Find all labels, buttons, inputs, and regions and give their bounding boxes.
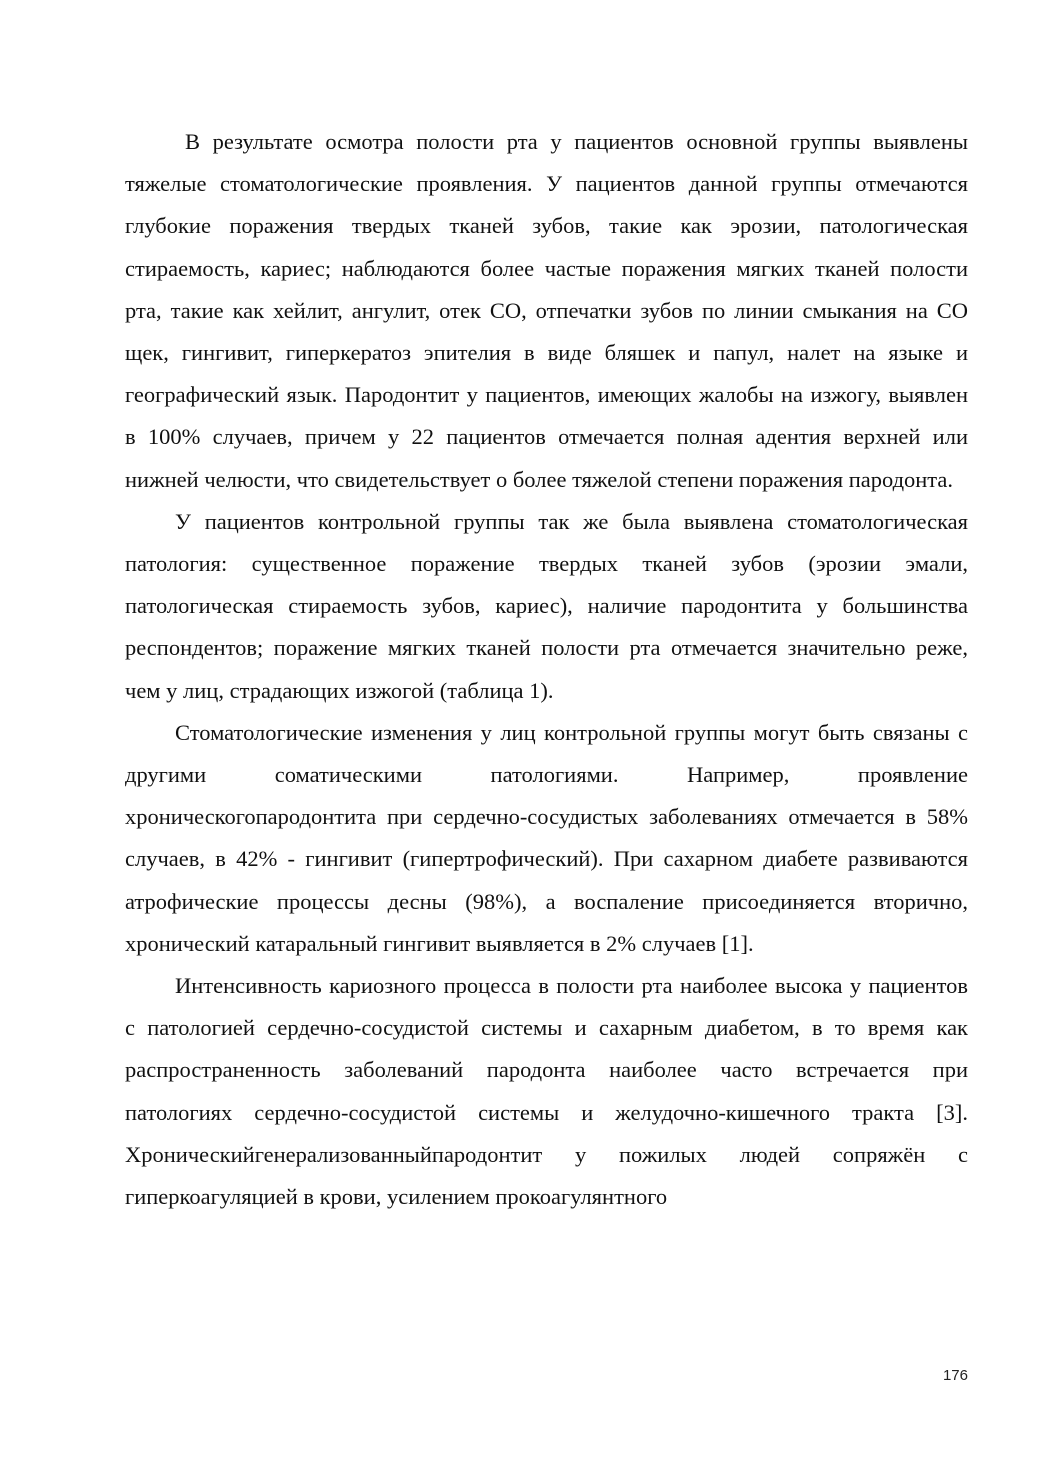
body-text xyxy=(125,121,968,1218)
page-number: 176 xyxy=(942,1367,968,1384)
paragraph-4: Интенсивность кариозного процесса в полости рта наиболее высока у пациентов с патологией сердечно-сосудистой системы и сахарным диабетом, в то время как распространенность заболеваний пародонта наиболее часто встречается при патологиях сердечно-сосудистой системы и желудочно-кишечного тракта [3]. Хроническийгенерализованныйпародонтит у пожилых людей сопряжён с гиперкоагуляцией в крови, усилением прокоагулянтного xyxy=(125,973,968,1210)
paragraph-1: В результате осмотра полости рта у пациентов основной группы выявлены тяжелые стоматологические проявления. У пациентов данной группы отмечаются глубокие поражения твердых тканей зубов, такие как эрозии, патологическая стираемость, кариес; наблюдаются более частые поражения мягких тканей полости рта, такие как хейлит, ангулит, отек СО, отпечатки зубов по линии смыкания на СО щек, гингивит, гиперкератоз эпителия в виде бляшек и папул, налет на языке и географический язык. Пародонтит у пациентов, имеющих жалобы на изжогу, выявлен в 100% случаев, причем у 22 пациентов отмечается полная адентия верхней или нижней челюсти, что свидетельствует о более тяжелой степени поражения пародонта. xyxy=(125,129,968,492)
paragraph-3: Стоматологические изменения у лиц контрольной группы могут быть связаны с другими соматическими патологиями. Например, проявление хроническогопародонтита при сердечно-сосудистых заболеваниях отмечается в 58% случаев, в 42% - гингивит (гипертрофический). При сахарном диабете развиваются атрофические процессы десны (98%), а воспаление присоединяется вторично, хронический катаральный гингивит выявляется в 2% случаев [1]. xyxy=(125,719,968,956)
paragraph-2: У пациентов контрольной группы так же была выявлена стоматологическая патология: существенное поражение твердых тканей зубов (эрозии эмали, патологическая стираемость зубов, кариес), наличие пародонтита у большинства респондентов; поражение мягких тканей полости рта отмечается значительно реже, чем у лиц, страдающих изжогой (таблица 1). xyxy=(125,508,968,703)
